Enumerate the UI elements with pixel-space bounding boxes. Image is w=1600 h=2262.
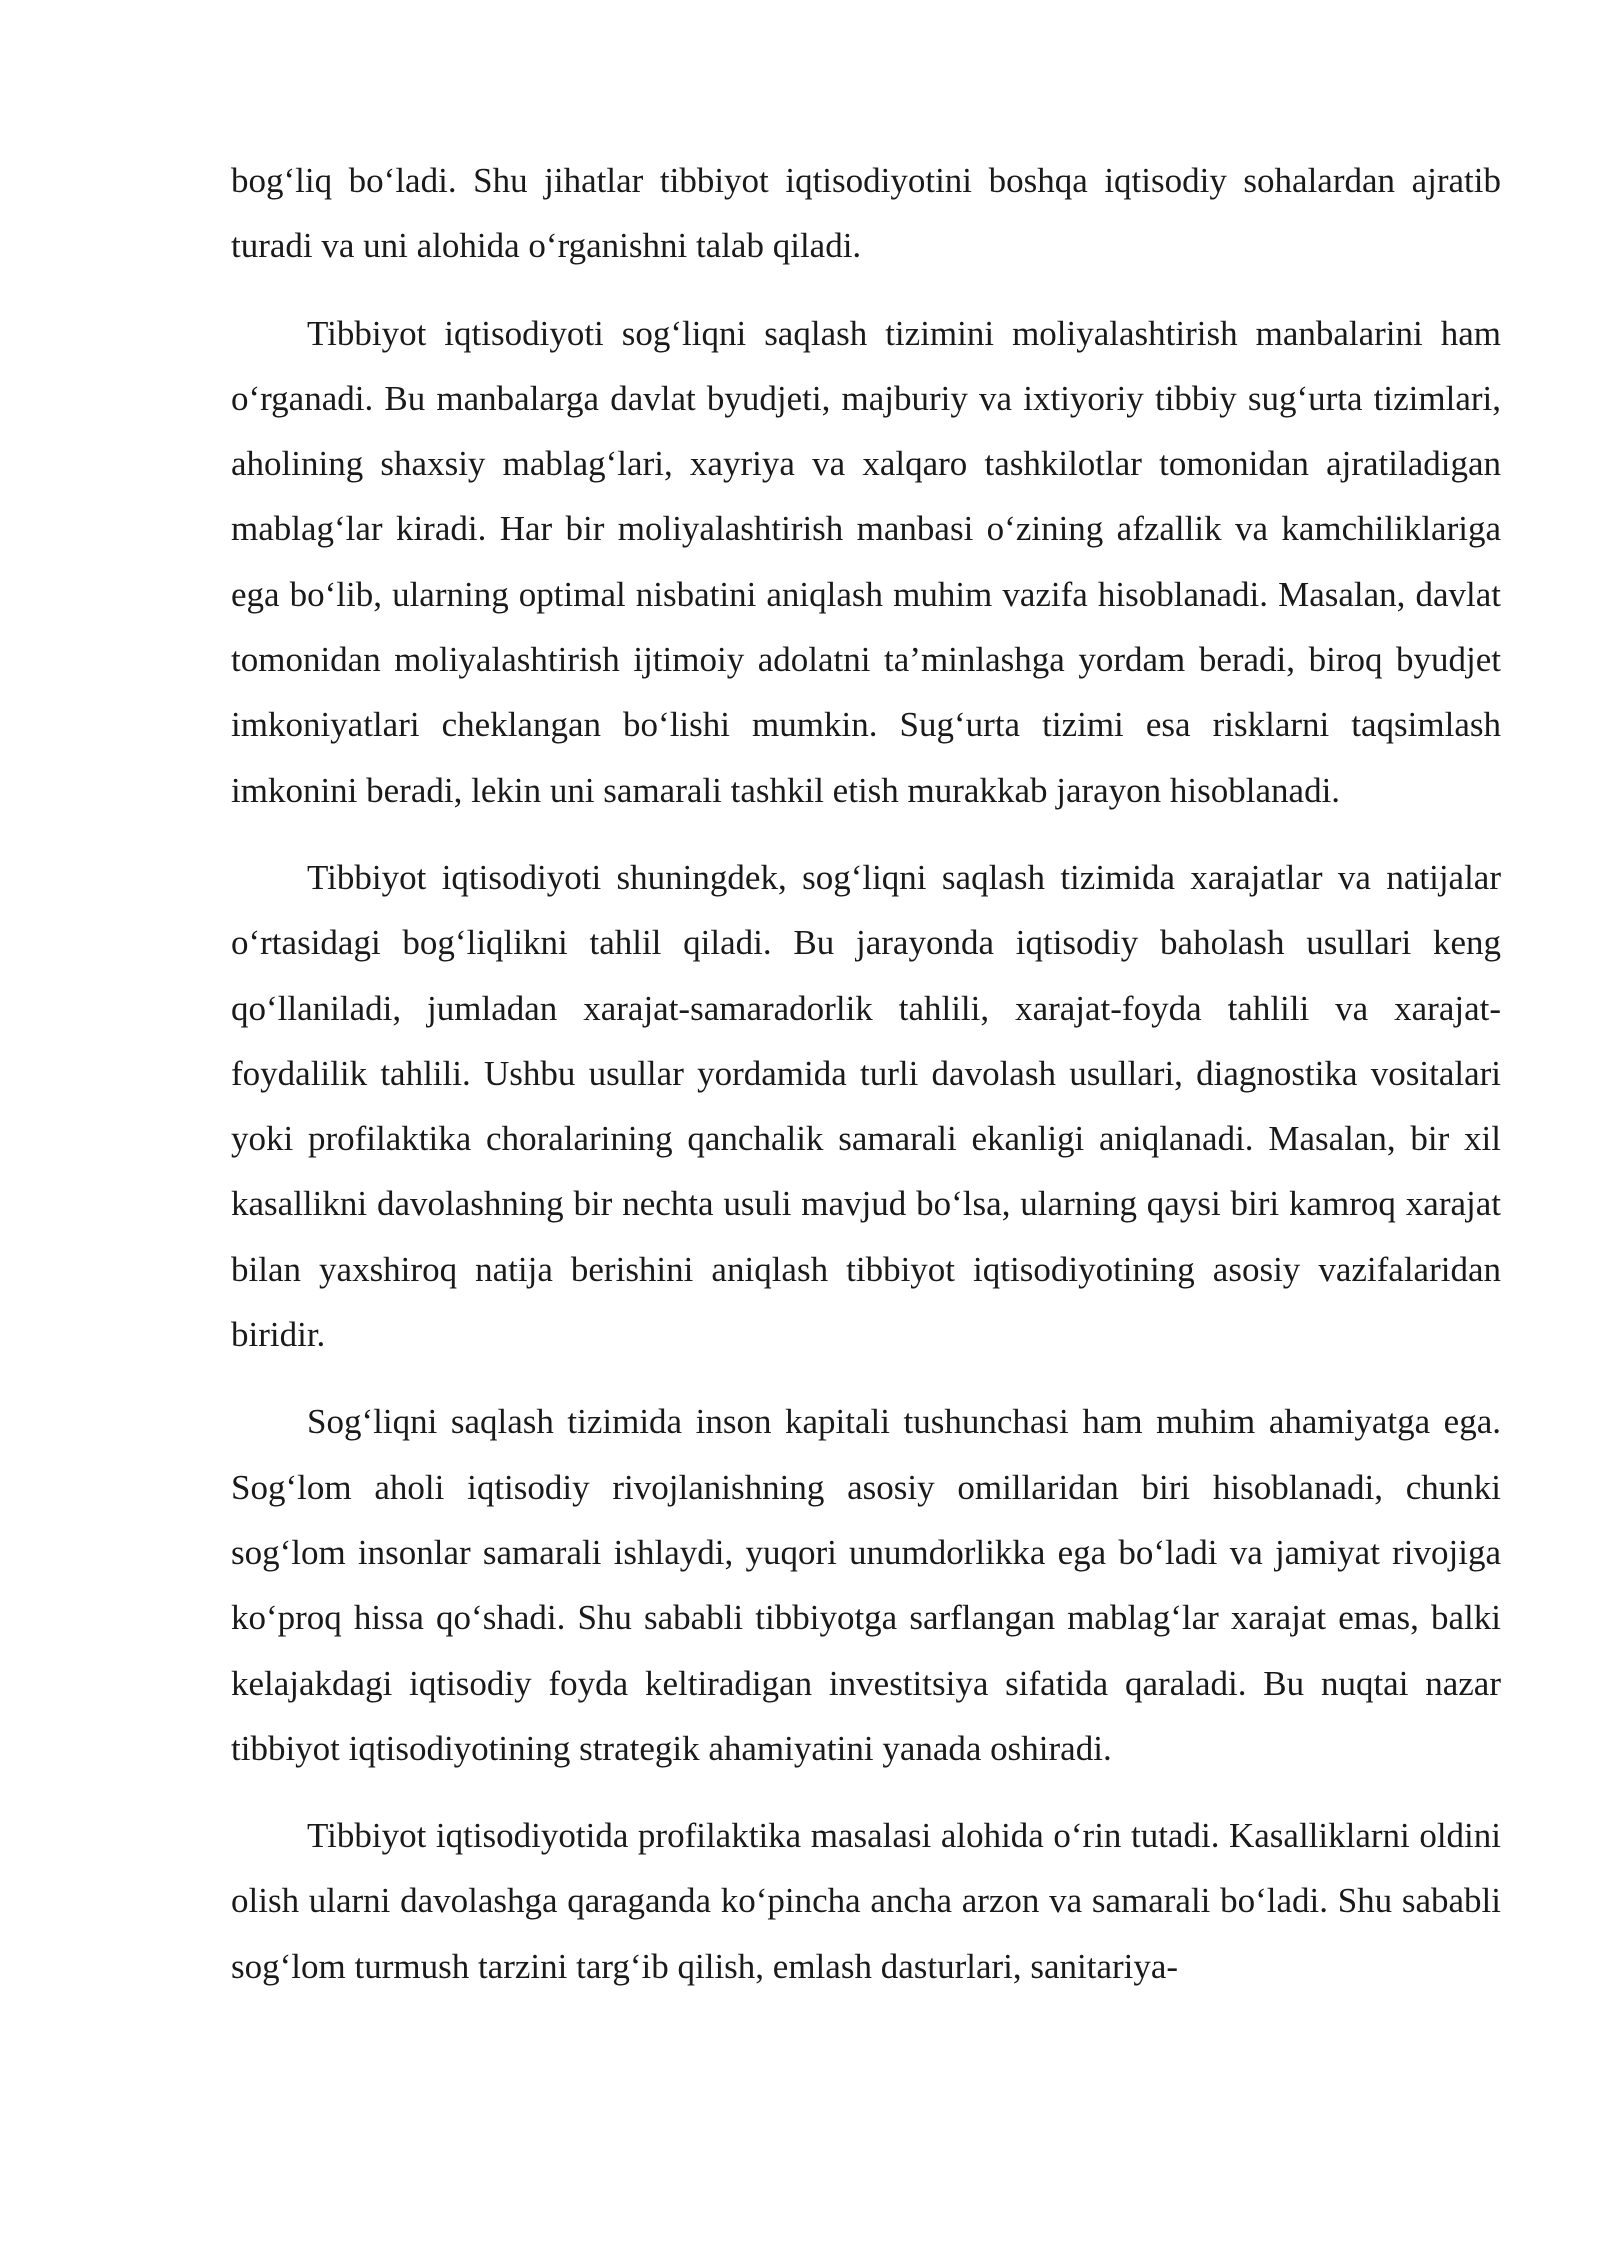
paragraph-prevention: Tibbiyot iqtisodiyotida profilaktika masalasi alohida o‘rin tutadi. Kasalliklarni oldini olish ularni davolashga qaraganda ko‘pincha ancha arzon va samarali bo‘ladi. Shu sababli sog‘lom turmush tarzini targ‘ib qilish, emlash dasturlari, sanitariya- xyxy=(231,1816,1501,1986)
body-text xyxy=(231,148,1501,2021)
paragraph-human-capital: Sog‘liqni saqlash tizimida inson kapitali tushunchasi ham muhim ahamiyatga ega. Sog‘lom aholi iqtisodiy rivojlanishning asosiy omillaridan biri hisoblanadi, chunki sog‘lom insonlar samarali ishlaydi, yuqori unumdorlikka ega bo‘ladi va jamiyat rivojiga ko‘proq hissa qo‘shadi. Shu sababli tibbiyotga sarflangan mablag‘lar xarajat emas, balki kelajakdagi iqtisodiy foyda keltiradigan investitsiya sifatida qaraladi. Bu nuqtai nazar tibbiyot iqtisodiyotining strategik ahamiyatini yanada oshiradi. xyxy=(231,1402,1501,1768)
paragraph-continuation: bog‘liq bo‘ladi. Shu jihatlar tibbiyot iqtisodiyotini boshqa iqtisodiy sohalardan ajratib turadi va uni alohida o‘rganishni talab qiladi. xyxy=(231,161,1501,266)
paragraph-financing-sources: Tibbiyot iqtisodiyoti sog‘liqni saqlash tizimini moliyalashtirish manbalarini ham o‘rganadi. Bu manbalarga davlat byudjeti, majburiy va ixtiyoriy tibbiy sug‘urta tizimlari, aholining shaxsiy mablag‘lari, xayriya va xalqaro tashkilotlar tomonidan ajratiladigan mablag‘lar kiradi. Har bir moliyalashtirish manbasi o‘zining afzallik va kamchiliklariga ega bo‘lib, ularning optimal nisbatini aniqlash muhim vazifa hisoblanadi. Masalan, davlat tomonidan moliyalashtirish ijtimoiy adolatni ta’minlashga yordam beradi, biroq byudjet imkoniyatlari cheklangan bo‘lishi mumkin. Sug‘urta tizimi esa risklarni taqsimlash imkonini beradi, lekin uni samarali tashkil etish murakkab jarayon hisoblanadi. xyxy=(231,313,1501,810)
paragraph-cost-analysis: Tibbiyot iqtisodiyoti shuningdek, sog‘liqni saqlash tizimida xarajatlar va natijalar o‘rtasidagi bog‘liqlikni tahlil qiladi. Bu jarayonda iqtisodiy baholash usullari keng qo‘llaniladi, jumladan xarajat-samaradorlik tahlili, xarajat-foyda tahlili va xarajat-foydalilik tahlili. Ushbu usullar yordamida turli davolash usullari, diagnostika vositalari yoki profilaktika choralarining qanchalik samarali ekanligi aniqlanadi. Masalan, bir xil kasallikni davolashning bir nechta usuli mavjud bo‘lsa, ularning qaysi biri kamroq xarajat bilan yaxshiroq natija berishini aniqlash tibbiyot iqtisodiyotining asosiy vazifalaridan biridir. xyxy=(231,857,1501,1355)
